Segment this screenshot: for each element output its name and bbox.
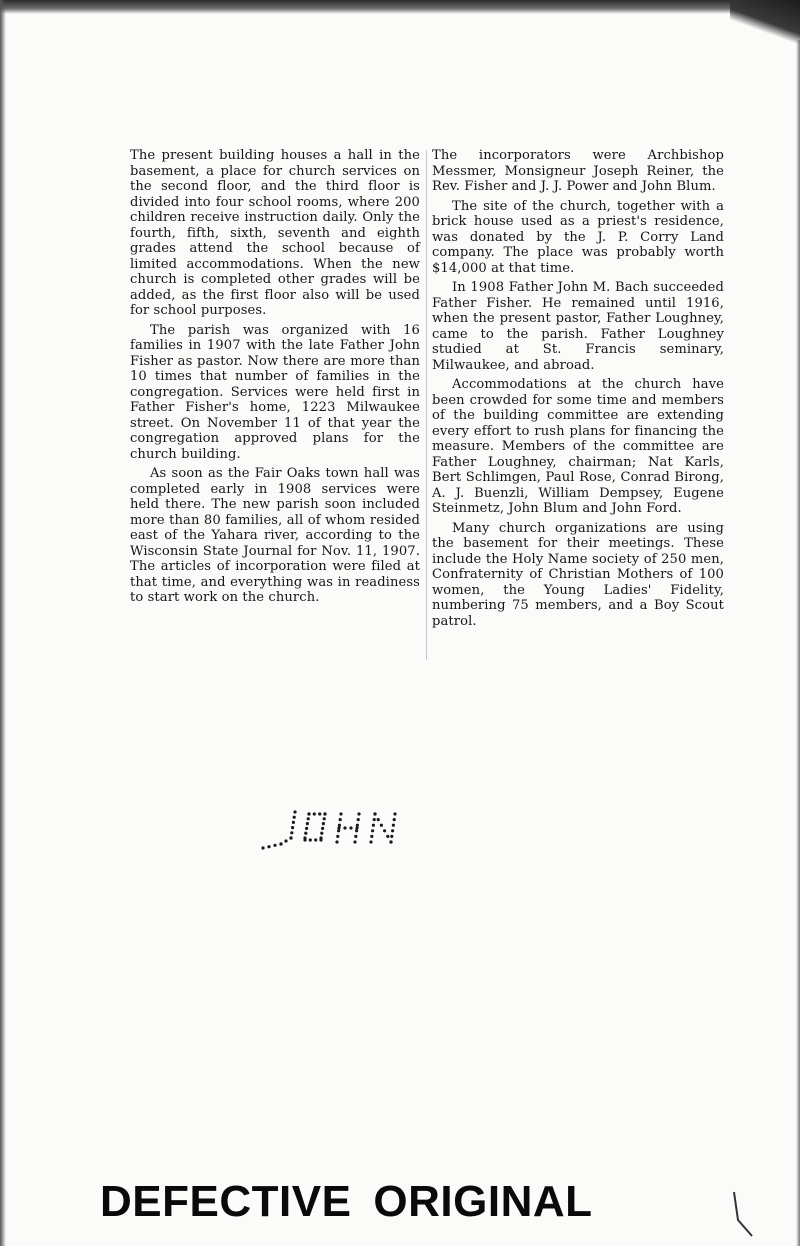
perforation-dot xyxy=(293,816,296,819)
scan-corner-shadow xyxy=(730,0,800,50)
column-divider xyxy=(426,150,427,660)
perforation-dot xyxy=(354,835,357,838)
perforation-dot xyxy=(307,812,310,815)
perforation-dot xyxy=(313,812,316,815)
perforation-dot xyxy=(372,824,375,827)
perforation-dot xyxy=(290,831,293,834)
perforation-dot xyxy=(393,812,396,815)
perforation-dot xyxy=(349,826,352,829)
perforation-dot xyxy=(369,840,372,843)
perforation-dot xyxy=(391,829,394,832)
perforation-dot xyxy=(289,836,292,839)
perforation-dot xyxy=(377,818,380,821)
perforation-dot xyxy=(322,822,325,825)
perforation-dot xyxy=(320,832,323,835)
perforation-dot xyxy=(373,818,376,821)
perforation-dot xyxy=(370,835,373,838)
scan-left-edge xyxy=(0,0,6,1246)
article-paragraph: Many church organizations are using the basement for their meetings. These include the Holy Name society of 250 men, Confraternity of Christian Mothers of 100 women, the Young Ladies' Fidelity, numbering 75 members, and a Boy Scout patrol. xyxy=(432,520,724,629)
perforation-dot xyxy=(338,824,341,827)
perforation-dot xyxy=(291,826,294,829)
perforation-dot xyxy=(335,840,338,843)
perforation-dot xyxy=(305,827,308,830)
scan-top-edge xyxy=(0,0,800,14)
perforation-dot xyxy=(355,826,358,829)
defective-original-label xyxy=(100,1178,700,1226)
article-left-column xyxy=(130,148,420,610)
perforation-stamp xyxy=(255,800,415,860)
perforation-dot xyxy=(284,839,287,842)
perforation-dot xyxy=(373,812,376,815)
perforation-dot xyxy=(292,821,295,824)
perforation-dot xyxy=(337,826,340,829)
label-word-defective: DEFECTIVE xyxy=(100,1177,352,1226)
perforation-dot xyxy=(357,818,360,821)
perforation-dot xyxy=(371,829,374,832)
perforation-dot xyxy=(261,846,264,849)
perforation-dot xyxy=(390,835,393,838)
article-right-column xyxy=(432,148,724,633)
perforation-dot xyxy=(267,845,270,848)
article-paragraph: The parish was organized with 16 families in 1907 with the late Father John Fisher as pastor. Now there are more than 10 times that number of families in the congregation. Services were held first in Father Fisher's home, 1223 Milwaukee street. On November 11 of that year the congregation approved plans for the church building. xyxy=(130,322,420,462)
perforation-dot xyxy=(309,838,312,841)
article-paragraph: The site of the church, together with a brick house used as a priest's residence, was donated by the J. P. Corry Land company. The place was probably worth $14,000 at that time. xyxy=(432,198,724,276)
perforation-dot xyxy=(383,829,386,832)
perforation-dot xyxy=(337,829,340,832)
perforation-dot xyxy=(319,838,322,841)
perforation-dot xyxy=(273,844,276,847)
article-paragraph: As soon as the Fair Oaks town hall was completed early in 1908 services were held there. The new parish soon included more than 80 families, all of whom resided east of the Yahara river, according to the Wisconsin State Journal for Nov. 11, 1907. The articles of incorporation were filed at that time, and everything was in readiness to start work on the church. xyxy=(130,466,420,605)
label-word-original: ORIGINAL xyxy=(373,1177,593,1226)
perforation-dot xyxy=(393,818,396,821)
perforation-dot xyxy=(386,835,389,838)
perforation-dot xyxy=(306,822,309,825)
perforation-dot xyxy=(318,812,321,815)
perforation-dot xyxy=(392,824,395,827)
perforation-dot xyxy=(356,824,359,827)
perforation-dot xyxy=(357,812,360,815)
article-paragraph: The incorporators were Archbishop Messmer, Monsigneur Joseph Reiner, the Rev. Fisher and J. J. Power and John Blum. xyxy=(432,148,724,194)
article-paragraph: The present building houses a hall in the basement, a place for church services on the second floor, and the third floor is divided into four school rooms, where 200 children receive instruction daily. Only the fourth, fifth, sixth, seventh and eighth grades attend the school because of limited accommodations. When the new church is completed other grades will be added, as the first floor also will be used for school purposes. xyxy=(130,148,420,318)
perforation-dot xyxy=(323,812,326,815)
perforation-dot xyxy=(323,817,326,820)
perforation-dot xyxy=(339,818,342,821)
article-paragraph: Accommodations at the church have been crowded for some time and members of the building committee are extending every effort to rush plans for financing the measure. Members of the committee are Father Loughney, chairman; Nat Karls, Bert Schlimgen, Paul Rose, Conrad Birong, A. J. Buenzli, William Dempsey, Eugene Steinmetz, John Blum and John Ford. xyxy=(432,377,724,516)
perforation-dot xyxy=(304,832,307,835)
perforation-dot xyxy=(303,838,306,841)
perforation-dot xyxy=(343,826,346,829)
perforation-dot xyxy=(353,840,356,843)
perforation-dot xyxy=(339,812,342,815)
perforation-dot xyxy=(279,842,282,845)
scan-right-edge xyxy=(796,40,800,1246)
perforation-dot xyxy=(293,810,296,813)
perforation-dot xyxy=(307,817,310,820)
perforation-dot xyxy=(321,827,324,830)
perforation-dot xyxy=(355,829,358,832)
perforation-dot xyxy=(314,838,317,841)
perforation-dot xyxy=(380,824,383,827)
article-paragraph: In 1908 Father John M. Bach succeeded Father Fisher. He remained until 1916, when the present pastor, Father Loughney, came to the parish. Father Loughney studied at St. Francis seminary, Milwaukee, and abroad. xyxy=(432,280,724,373)
edge-bracket-mark xyxy=(728,1190,758,1240)
perforation-dot xyxy=(389,840,392,843)
perforation-dot xyxy=(336,835,339,838)
